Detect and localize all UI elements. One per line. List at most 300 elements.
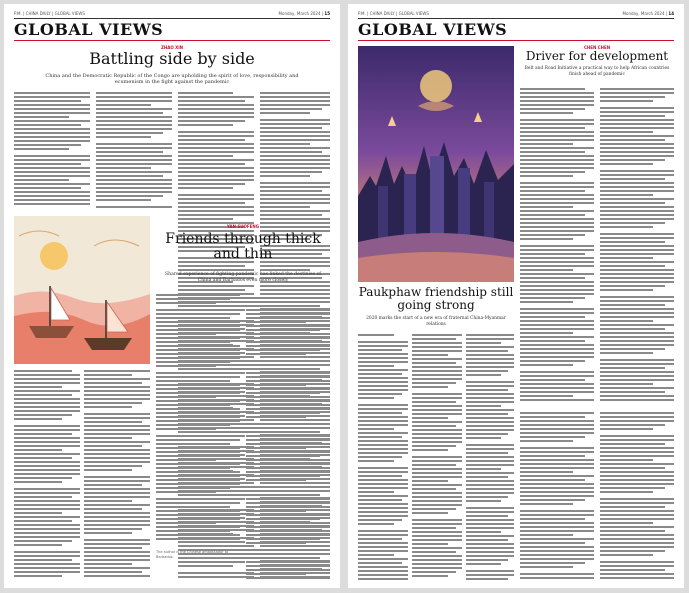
text-line <box>600 375 674 377</box>
text-line <box>600 186 674 188</box>
text-line <box>600 455 674 457</box>
text-line <box>96 163 172 165</box>
text-line <box>466 515 508 517</box>
text-line <box>600 546 674 548</box>
text-line <box>14 449 62 451</box>
text-line <box>466 362 514 364</box>
text-line <box>520 226 594 228</box>
text-line <box>412 445 456 447</box>
text-line <box>156 361 230 363</box>
text-line <box>520 348 594 350</box>
text-line <box>178 561 245 563</box>
text-line <box>14 425 80 427</box>
text-line <box>520 399 594 401</box>
text-line <box>358 562 402 564</box>
text-line <box>246 392 320 394</box>
text-line <box>600 214 674 216</box>
text-line <box>14 144 81 146</box>
text-line <box>358 397 394 399</box>
text-line <box>466 409 514 411</box>
text-line <box>466 539 508 541</box>
text-line <box>14 128 90 130</box>
text-line <box>96 143 172 145</box>
text-line <box>84 457 150 459</box>
text-line <box>96 100 172 102</box>
text-line <box>260 143 310 145</box>
text-line <box>260 265 330 267</box>
text-line <box>358 361 408 363</box>
text-line <box>412 508 456 510</box>
text-line <box>466 472 514 474</box>
text-line <box>520 234 585 236</box>
text-line <box>520 387 594 389</box>
text-line <box>520 186 594 188</box>
text-line <box>96 151 163 153</box>
text-line <box>412 559 462 561</box>
text-line <box>14 402 80 404</box>
text-line <box>246 530 330 532</box>
text-line <box>246 353 306 355</box>
text-line <box>466 417 514 419</box>
text-line <box>156 435 240 437</box>
text-line <box>520 356 594 358</box>
text-line <box>412 519 462 521</box>
text-line <box>466 476 508 478</box>
text-line <box>246 325 330 327</box>
text-line <box>466 523 514 525</box>
text-line <box>260 218 330 220</box>
text-line <box>520 190 585 192</box>
text-line <box>600 522 653 524</box>
text-line <box>600 300 674 302</box>
text-line <box>466 429 514 431</box>
text-line <box>14 544 62 546</box>
text-line <box>600 304 665 306</box>
text-line <box>600 336 674 338</box>
text-line <box>520 340 585 342</box>
text-line <box>246 368 320 370</box>
text-line <box>358 530 408 532</box>
text-line <box>600 163 653 165</box>
text-line <box>520 143 573 145</box>
text-line <box>156 479 240 481</box>
text-line <box>466 574 514 576</box>
text-line <box>246 518 320 520</box>
text-line <box>156 333 216 335</box>
text-line <box>412 405 462 407</box>
text-line <box>178 155 233 157</box>
text-line <box>246 486 330 488</box>
text-line <box>178 108 254 110</box>
text-line <box>178 206 254 208</box>
text-line <box>84 563 132 565</box>
text-line <box>358 546 408 548</box>
text-line <box>520 463 594 465</box>
article-column <box>156 294 240 542</box>
text-line <box>466 543 514 545</box>
section-rule <box>358 40 674 41</box>
text-line <box>412 504 462 506</box>
text-line <box>14 532 80 534</box>
text-line <box>14 508 80 510</box>
text-line <box>178 116 254 118</box>
text-line <box>84 469 132 471</box>
text-line <box>14 203 90 205</box>
text-line <box>246 443 330 445</box>
text-line <box>178 171 254 173</box>
text-line <box>260 135 330 137</box>
text-line <box>96 132 163 134</box>
text-line <box>520 491 594 493</box>
text-line <box>412 567 462 569</box>
text-line <box>156 298 230 300</box>
text-line <box>358 334 394 336</box>
text-line <box>178 167 254 169</box>
text-line <box>520 155 594 157</box>
text-line <box>520 522 594 524</box>
text-line <box>600 194 653 196</box>
text-line <box>600 178 665 180</box>
text-line <box>178 151 254 153</box>
text-line <box>412 358 462 360</box>
story-deck: Belt and Road Initiative a practical way to help African countries finish ahead of pandemic <box>524 66 670 77</box>
text-line <box>412 555 462 557</box>
text-line <box>466 366 514 368</box>
text-line <box>246 569 330 571</box>
text-line <box>520 364 573 366</box>
text-line <box>246 538 320 540</box>
text-line <box>600 147 674 149</box>
text-line <box>600 285 665 287</box>
text-line <box>600 399 674 401</box>
text-line <box>96 171 172 173</box>
text-line <box>358 393 402 395</box>
text-line <box>520 277 585 279</box>
text-line <box>520 131 594 133</box>
text-line <box>246 565 330 567</box>
text-line <box>600 139 665 141</box>
text-line <box>358 385 408 387</box>
text-line <box>600 412 674 414</box>
text-line <box>260 202 330 204</box>
text-line <box>14 104 90 106</box>
text-line <box>600 237 674 239</box>
text-line <box>358 491 394 493</box>
text-line <box>156 439 240 441</box>
text-line <box>84 547 142 549</box>
text-line <box>412 393 462 395</box>
page-number: 15 <box>324 10 330 16</box>
text-line <box>14 473 80 475</box>
text-line <box>84 543 150 545</box>
folio-date: Monday, March 2024 <box>278 10 321 16</box>
text-line <box>520 573 594 575</box>
text-line <box>156 530 230 532</box>
text-line <box>600 534 674 536</box>
text-line <box>412 378 462 380</box>
text-line <box>178 183 245 185</box>
text-line <box>96 96 172 98</box>
text-line <box>14 465 80 467</box>
text-line <box>84 433 150 435</box>
text-line <box>260 186 330 188</box>
text-line <box>358 345 408 347</box>
text-line <box>96 175 163 177</box>
text-line <box>412 543 448 545</box>
text-line <box>600 550 665 552</box>
text-line <box>412 370 462 372</box>
text-line <box>520 269 573 271</box>
text-line <box>358 353 408 355</box>
text-line <box>84 532 132 534</box>
text-line <box>96 120 172 122</box>
text-line <box>178 572 254 574</box>
text-line <box>246 301 330 303</box>
text-line <box>600 320 653 322</box>
text-line <box>358 578 408 580</box>
text-line <box>412 346 462 348</box>
text-line <box>246 337 330 339</box>
text-line <box>466 551 514 553</box>
text-line <box>466 559 508 561</box>
text-line <box>260 171 322 173</box>
text-line <box>600 518 674 520</box>
text-line <box>412 382 456 384</box>
text-line <box>358 381 408 383</box>
text-line <box>178 179 254 181</box>
text-line <box>14 120 90 122</box>
text-line <box>466 456 514 458</box>
text-line <box>600 363 674 365</box>
text-line <box>600 471 674 473</box>
text-line <box>14 488 80 490</box>
text-line <box>466 555 514 557</box>
text-line <box>600 174 674 176</box>
text-line <box>14 571 80 573</box>
text-line <box>156 345 240 347</box>
text-line <box>84 398 150 400</box>
text-line <box>466 464 514 466</box>
text-line <box>14 516 80 518</box>
text-line <box>600 222 665 224</box>
text-line <box>156 380 230 382</box>
text-line <box>156 412 240 414</box>
text-line <box>156 491 216 493</box>
text-line <box>520 312 594 314</box>
folio-date: Monday, March 2024 <box>622 10 665 16</box>
text-line <box>600 420 674 422</box>
text-line <box>600 439 674 441</box>
text-line <box>600 502 674 504</box>
text-line <box>14 386 62 388</box>
text-line <box>358 550 408 552</box>
text-line <box>246 408 330 410</box>
text-line <box>358 519 402 521</box>
text-line <box>520 257 594 259</box>
text-line <box>260 151 322 153</box>
text-line <box>600 198 674 200</box>
text-line <box>600 359 674 361</box>
text-line <box>156 302 216 304</box>
text-line <box>600 92 674 94</box>
text-line <box>520 566 573 568</box>
text-line <box>520 432 594 434</box>
text-line <box>600 312 674 314</box>
text-line <box>246 345 330 347</box>
text-line <box>358 377 408 379</box>
text-line <box>14 453 80 455</box>
text-line <box>156 506 230 508</box>
text-line <box>600 159 665 161</box>
text-line <box>600 296 674 298</box>
text-line <box>156 498 240 500</box>
text-line <box>412 551 456 553</box>
text-line <box>358 471 408 473</box>
text-line <box>260 159 330 161</box>
text-line <box>84 386 150 388</box>
text-line <box>520 104 594 106</box>
text-line <box>14 441 80 443</box>
text-line <box>520 479 585 481</box>
text-line <box>156 341 230 343</box>
text-line <box>600 573 674 575</box>
text-line <box>466 358 514 360</box>
text-line <box>600 206 674 208</box>
section-title: GLOBAL VIEWS <box>14 20 164 39</box>
text-line <box>14 492 80 494</box>
text-line <box>412 468 462 470</box>
text-line <box>358 448 408 450</box>
text-line <box>246 467 330 469</box>
text-line <box>84 453 150 455</box>
text-line <box>600 281 674 283</box>
text-line <box>156 459 216 461</box>
text-line <box>14 418 62 420</box>
text-line <box>156 313 240 315</box>
text-line <box>178 131 254 133</box>
text-line <box>178 269 254 271</box>
text-line <box>520 379 585 381</box>
text-line <box>520 371 594 373</box>
text-line <box>14 496 72 498</box>
text-line <box>412 401 456 403</box>
text-line <box>412 441 462 443</box>
text-line <box>412 464 456 466</box>
text-line <box>600 467 665 469</box>
text-line <box>14 394 72 396</box>
text-line <box>178 139 245 141</box>
text-line <box>156 475 240 477</box>
text-line <box>84 516 150 518</box>
text-line <box>178 218 233 220</box>
text-line <box>14 136 90 138</box>
text-line <box>358 432 408 434</box>
text-line <box>246 435 330 437</box>
text-line <box>520 147 594 149</box>
story-kicker: YAN SUOFENG <box>227 224 259 229</box>
text-line <box>156 510 240 512</box>
text-line <box>156 400 240 402</box>
text-line <box>246 561 330 563</box>
text-line <box>520 92 594 94</box>
text-line <box>600 107 674 109</box>
text-line <box>520 542 585 544</box>
text-line <box>156 420 240 422</box>
text-line <box>358 515 408 517</box>
text-line <box>520 360 585 362</box>
text-line <box>178 194 254 196</box>
text-line <box>600 253 674 255</box>
text-line <box>84 575 150 577</box>
story-headline: Battling side by side <box>89 49 255 68</box>
text-line <box>412 496 462 498</box>
text-line <box>520 151 585 153</box>
text-line <box>96 104 151 106</box>
text-line <box>260 108 322 110</box>
text-line <box>600 190 674 192</box>
text-line <box>412 476 462 478</box>
text-line <box>358 349 402 351</box>
text-line <box>156 396 216 398</box>
text-line <box>600 155 674 157</box>
text-line <box>178 187 233 189</box>
text-line <box>600 487 665 489</box>
text-line <box>412 512 448 514</box>
text-line <box>246 404 330 406</box>
text-line <box>14 112 90 114</box>
text-line <box>14 390 80 392</box>
text-line <box>466 496 508 498</box>
text-line <box>358 467 408 469</box>
text-line <box>520 182 594 184</box>
text-line <box>520 167 594 169</box>
text-line <box>14 429 80 431</box>
text-line <box>96 187 172 189</box>
text-line <box>14 167 90 169</box>
text-line <box>466 507 514 509</box>
text-line <box>600 447 674 449</box>
text-line <box>600 569 665 571</box>
text-line <box>466 570 514 572</box>
story-deck: 2020 marks the start of a new era of fraternal China-Myanmar relations <box>366 316 506 327</box>
text-line <box>358 416 408 418</box>
text-line <box>412 433 462 435</box>
text-line <box>520 416 585 418</box>
text-line <box>600 367 665 369</box>
text-line <box>260 100 330 102</box>
text-line <box>84 437 132 439</box>
text-line <box>358 412 402 414</box>
text-line <box>600 387 674 389</box>
text-line <box>520 510 594 512</box>
text-line <box>412 354 448 356</box>
text-line <box>14 398 80 400</box>
text-line <box>600 498 674 500</box>
text-line <box>520 238 573 240</box>
text-line <box>14 374 80 376</box>
text-line <box>156 447 240 449</box>
text-line <box>14 108 90 110</box>
text-line <box>156 502 240 504</box>
text-line <box>84 567 150 569</box>
text-line <box>156 408 240 410</box>
text-line <box>260 269 310 271</box>
text-line <box>600 249 674 251</box>
text-line <box>520 420 594 422</box>
story-deck: Shared experience of fighting pandemic has linked the destinies of China and Barbados even more closely <box>164 272 321 283</box>
folio-bar: P.M. | CHINA DAILY | GLOBAL VIEWS Monday, March 2024 | 15 <box>14 10 330 16</box>
text-line <box>466 547 514 549</box>
